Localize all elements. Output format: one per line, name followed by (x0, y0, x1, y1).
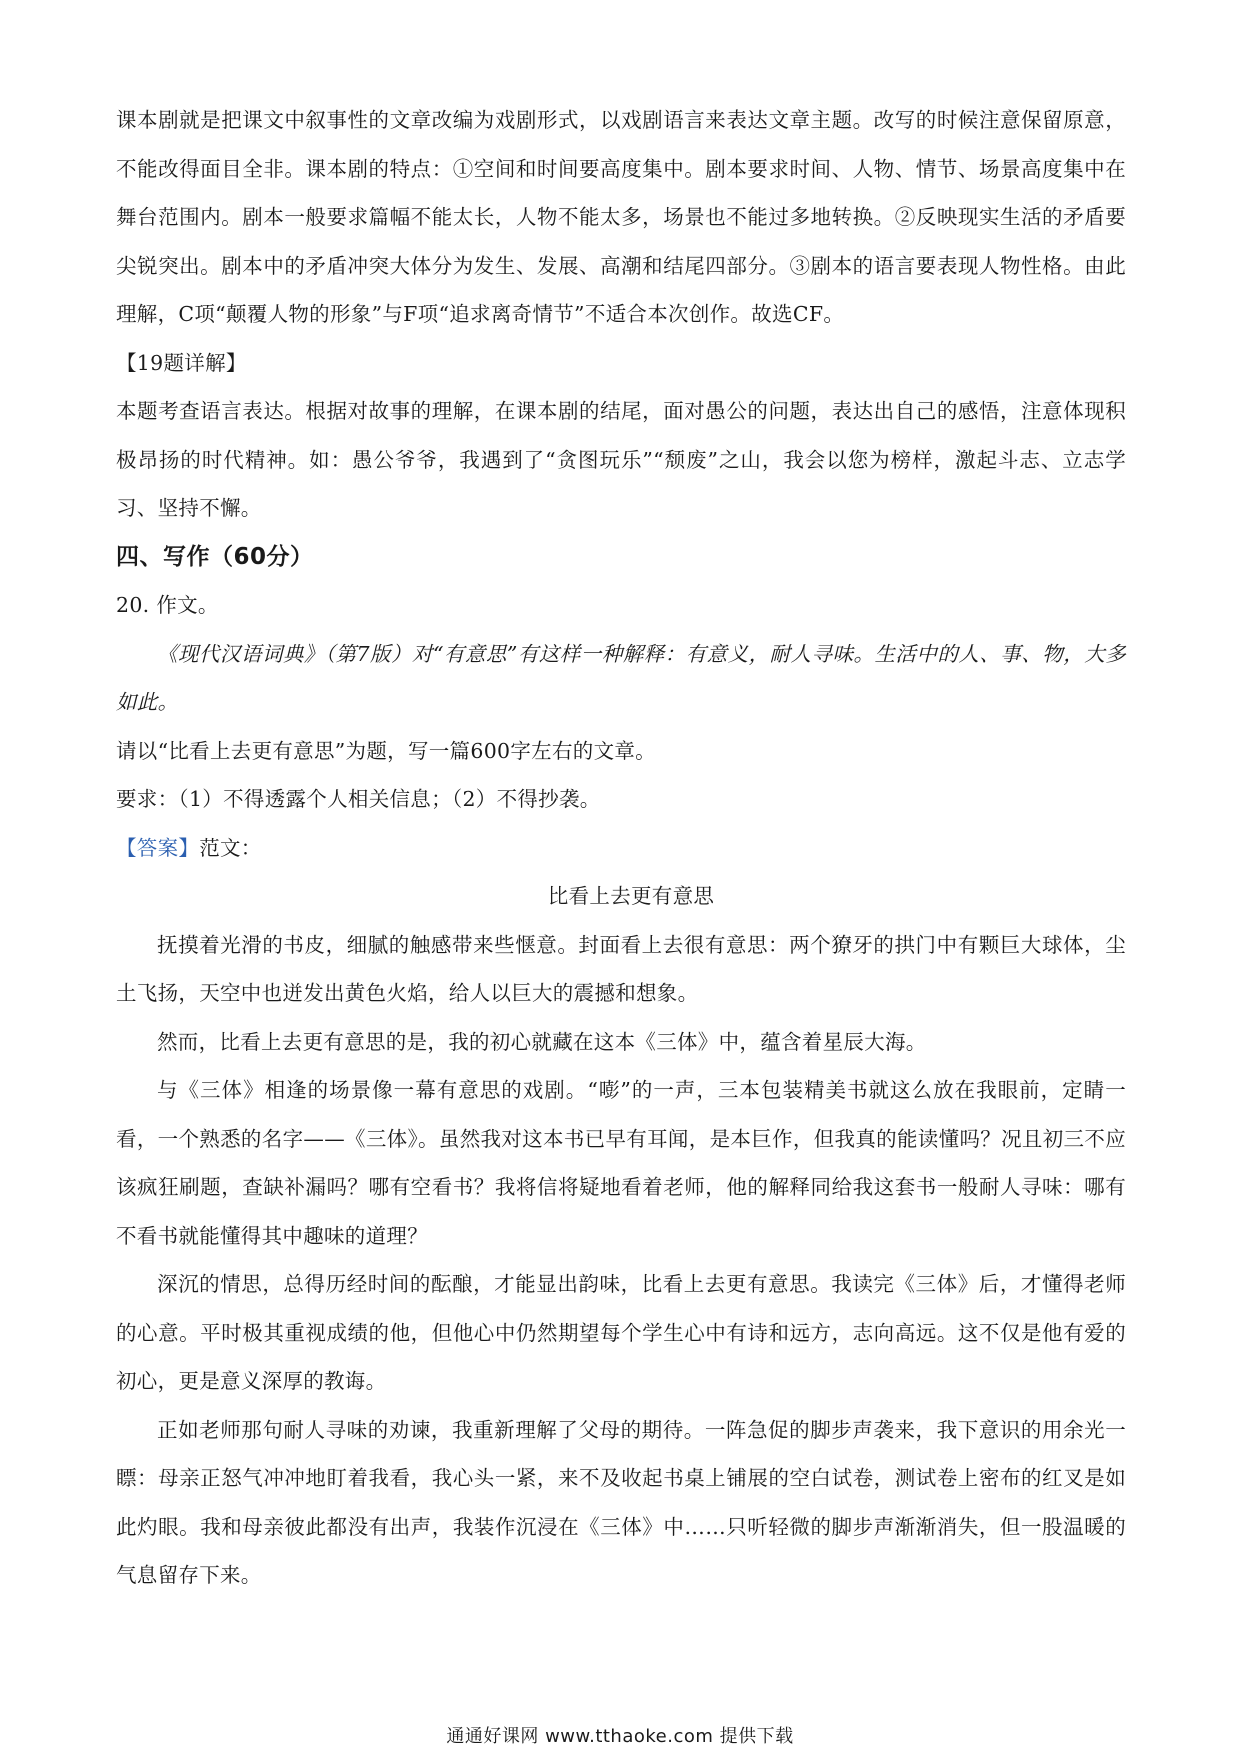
q19-heading: 【19题详解】 (116, 350, 247, 375)
q20-label: 20. 作文。 (116, 593, 219, 617)
q20-prompt: 《现代汉语词典》（第7版）对“有意思”有这样一种解释：有意义，耐人寻味。生活中的人、事、物，大多如此。 (116, 641, 1126, 714)
q20-task: 请以“比看上去更有意思”为题，写一篇600字左右的文章。 (116, 738, 656, 763)
essay-paragraph: 正如老师那句耐人寻味的劝谏，我重新理解了父母的期待。一阵急促的脚步声袭来，我下意识的用余光一瞟：母亲正怒气冲冲地盯着我看，我心头一紧，来不及收起书桌上铺展的空白试卷，测试卷上密布的红叉是如此灼眼。我和母亲彼此都没有出声，我装作沉浸在《三体》中……只听轻微的脚步声渐渐消失，但一股温暖的气息留存下来。 (116, 1417, 1126, 1587)
page-footer: 通通好课网 www.tthaoke.com 提供下载 (446, 1726, 794, 1747)
q19-explanation-paragraph: 本题考查语言表达。根据对故事的理解，在课本剧的结尾，面对愚公的问题，表达出自己的感悟，注意体现积极昂扬的时代精神。如：愚公爷爷，我遇到了“贪图玩乐”“颓废”之山，我会以您为榜样，激起斗志、立志学习、坚持不懈。 (116, 399, 1126, 520)
document-page (116, 96, 1126, 1600)
essay-paragraph: 深沉的情思，总得历经时间的酝酿，才能显出韵味，比看上去更有意思。我读完《三体》后，才懂得老师的心意。平时极其重视成绩的他，但他心中仍然期望每个学生心中有诗和远方，志向高远。这不仅是他有爱的初心，更是意义深厚的教诲。 (116, 1272, 1126, 1393)
answer-label: 范文： (199, 835, 262, 860)
answer-line (116, 824, 1126, 873)
essay-paragraph: 抚摸着光滑的书皮，细腻的触感带来些惬意。封面看上去很有意思：两个獠牙的拱门中有颗巨大球体，尘土飞扬，天空中也迸发出黄色火焰，给人以巨大的震撼和想象。 (116, 932, 1126, 1005)
q20-requirements: 要求：（1）不得透露个人相关信息；（2）不得抄袭。 (116, 787, 601, 811)
essay-title: 比看上去更有意思 (547, 884, 715, 908)
essay-paragraph: 然而，比看上去更有意思的是，我的初心就藏在这本《三体》中，蕴含着星辰大海。 (157, 1029, 927, 1054)
essay-paragraph: 与《三体》相逢的场景像一幕有意思的戏剧。“嘭”的一声，三本包装精美书就这么放在我眼前，定睛一看，一个熟悉的名字——《三体》。虽然我对这本书已早有耳闻，是本巨作，但我真的能读懂吗？况且初三不应该疯狂刷题，查缺补漏吗？哪有空看书？我将信将疑地看着老师，他的解释同给我这套书一般耐人寻味：哪有不看书就能懂得其中趣味的道理？ (116, 1078, 1126, 1248)
section-four-title: 四、写作（60分） (116, 543, 314, 570)
answer-tag: 【答案】 (116, 835, 200, 860)
q18-explanation-paragraph: 课本剧就是把课文中叙事性的文章改编为戏剧形式，以戏剧语言来表达文章主题。改写的时候注意保留原意，不能改得面目全非。课本剧的特点：①空间和时间要高度集中。剧本要求时间、人物、情节、场景高度集中在舞台范围内。剧本一般要求篇幅不能太长，人物不能太多，场景也不能过多地转换。②反映现实生活的矛盾要尖锐突出。剧本中的矛盾冲突大体分为发生、发展、高潮和结尾四部分。③剧本的语言要表现人物性格。由此理解，C项“颠覆人物的形象”与F项“追求离奇情节”不适合本次创作。故选CF。 (116, 108, 1126, 326)
